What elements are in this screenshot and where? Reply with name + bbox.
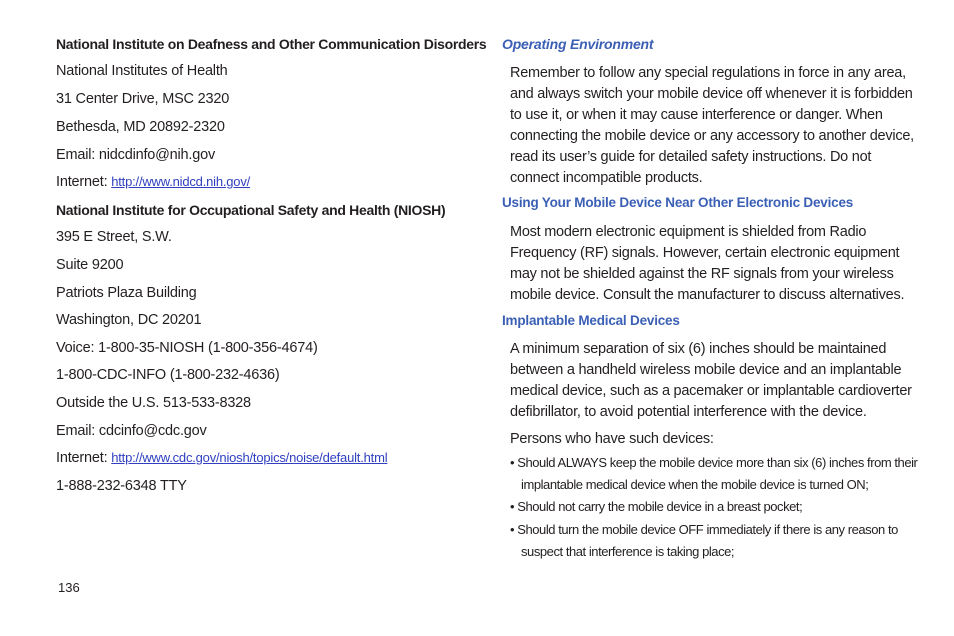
nidcd-heading: National Institute on Deafness and Other Communication Disorders: [56, 36, 487, 52]
niosh-line: Patriots Plaza Building: [56, 285, 197, 301]
niosh-email: Email: cdcinfo@cdc.gov: [56, 423, 207, 439]
niosh-cdc-info: 1-800-CDC-INFO (1-800-232-4636): [56, 367, 280, 383]
nidcd-url-link[interactable]: http://www.nidcd.nih.gov/: [111, 174, 251, 189]
operating-environment-text: Remember to follow any special regulations in force in any area, and always switch your mobile device off whenever it is forbidden to use it, or when it may cause interference or danger. When connecting the mobile device or any accessory to another device, read its user’s guide for detailed safety instructions. Do not connect incompatible products.: [510, 65, 914, 186]
nidcd-line: 31 Center Drive, MSC 2320: [56, 91, 230, 107]
bullet-item: • Should not carry the mobile device in a breast pocket;: [510, 499, 803, 514]
niosh-line: 395 E Street, S.W.: [56, 229, 172, 245]
niosh-heading: National Institute for Occupational Safety and Health (NIOSH): [56, 202, 446, 218]
bullet-item: • Should ALWAYS keep the mobile device more than six (6) inches from their implantable medical device when the mobile device is turned ON;: [510, 455, 918, 492]
niosh-line: Washington, DC 20201: [56, 312, 202, 328]
nidcd-email: Email: nidcdinfo@nih.gov: [56, 147, 216, 163]
operating-environment-title: Operating Environment: [502, 36, 654, 52]
niosh-voice: Voice: 1-800-35-NIOSH (1-800-356-4674): [56, 340, 318, 356]
niosh-outside-us: Outside the U.S. 513-533-8328: [56, 395, 251, 411]
internet-label: Internet:: [56, 174, 112, 190]
electronic-devices-text: Most modern electronic equipment is shielded from Radio Frequency (RF) signals. However, certain electronic equipment may not be shielded against the RF signals from your wireless mobile device. Consult the manufacturer to discuss alternatives.: [510, 224, 905, 303]
nidcd-line: Bethesda, MD 20892-2320: [56, 119, 225, 135]
page-number: 136: [58, 580, 80, 595]
bullet-item: • Should turn the mobile device OFF immediately if there is any reason to suspect that interference is taking place;: [510, 522, 898, 559]
internet-label: Internet:: [56, 450, 112, 466]
nidcd-internet: [56, 174, 250, 190]
tty-line: 1-888-232-6348 TTY: [56, 478, 187, 494]
niosh-url-link[interactable]: http://www.cdc.gov/niosh/topics/noise/default.html: [111, 450, 388, 465]
nidcd-line: National Institutes of Health: [56, 63, 228, 79]
niosh-line: Suite 9200: [56, 257, 124, 273]
implantable-devices-title: Implantable Medical Devices: [502, 313, 680, 328]
persons-text: Persons who have such devices:: [510, 431, 714, 447]
electronic-devices-title: Using Your Mobile Device Near Other Electronic Devices: [502, 195, 854, 210]
implantable-devices-text: A minimum separation of six (6) inches should be maintained between a handheld wireless mobile device and an implantable medical device, such as a pacemaker or implantable cardioverter defibrillator, to avoid potential interference with the device.: [510, 341, 912, 420]
niosh-internet: [56, 450, 387, 466]
